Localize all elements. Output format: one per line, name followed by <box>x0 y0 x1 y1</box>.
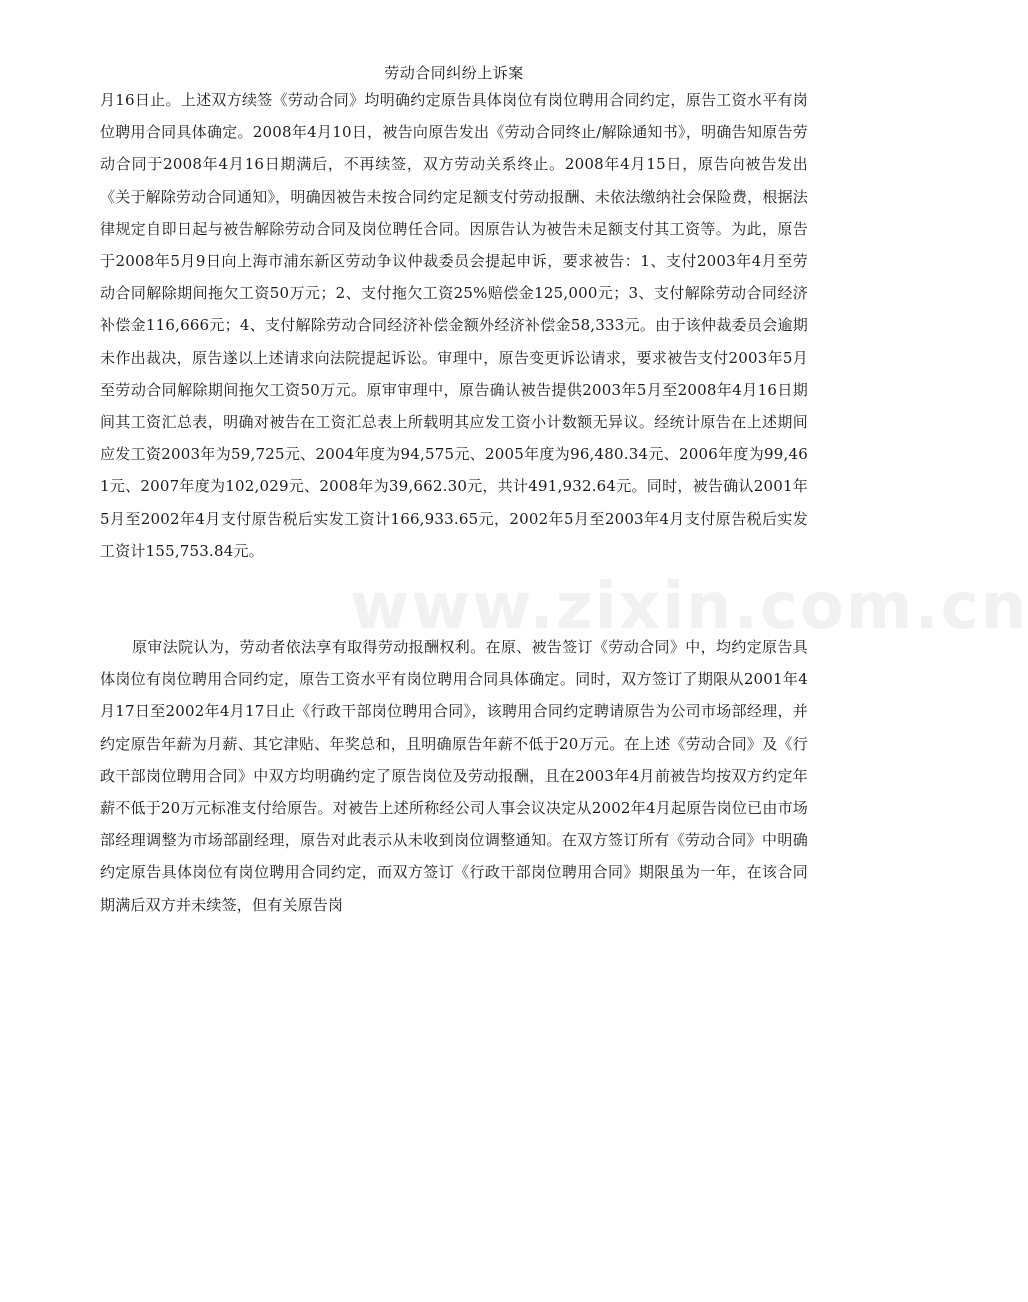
watermark: www.zixin.com.cn <box>350 570 1028 644</box>
paragraph-1: 月16日止。上述双方续签《劳动合同》均明确约定原告具体岗位有岗位聘用合同约定，原告工资水平有岗位聘用合同具体确定。2008年4月10日，被告向原告发出《劳动合同终止/解除通知书》，明确告知原告劳动合同于2008年4月16日期满后，不再续签，双方劳动关系终止。2008年4月15日，原告向被告发出《关于解除劳动合同通知》，明确因被告未按合同约定足额支付劳动报酬、未依法缴纳社会保险费，根据法律规定自即日起与被告解除劳动合同及岗位聘任合同。因原告认为被告未足额支付其工资等。为此，原告于2008年5月9日向上海市浦东新区劳动争议仲裁委员会提起申诉，要求被告：1、支付2003年4月至劳动合同解除期间拖欠工资50万元；2、支付拖欠工资25%赔偿金125,000元；3、支付解除劳动合同经济补偿金116,666元；4、支付解除劳动合同经济补偿金额外经济补偿金58,333元。由于该仲裁委员会逾期未作出裁决，原告遂以上述请求向法院提起诉讼。审理中，原告变更诉讼请求，要求被告支付2003年5月至劳动合同解除期间拖欠工资50万元。原审审理中，原告确认被告提供2003年5月至2008年4月16日期间其工资汇总表，明确对被告在工资汇总表上所载明其应发工资小计数额无异议。经统计原告在上述期间应发工资2003年为59,725元、2004年度为94,575元、2005年度为96,480.34元、2006年度为99,461元、2007年度为102,029元、2008年为39,662.30元，共计491,932.64元。同时，被告确认2001年5月至2002年4月支付原告税后实发工资计166,933.65元，2002年5月至2003年4月支付原告税后实发工资计155,753.84元。 <box>100 91 808 560</box>
document-page <box>100 62 808 921</box>
document-title: 劳动合同纠纷上诉案 <box>384 64 524 82</box>
paragraph-gap <box>100 567 808 631</box>
paragraph-2: 原审法院认为，劳动者依法享有取得劳动报酬权利。在原、被告签订《劳动合同》中，均约定原告具体岗位有岗位聘用合同约定，原告工资水平有岗位聘用合同具体确定。同时，双方签订了期限从2001年4月17日至2002年4月17日止《行政干部岗位聘用合同》，该聘用合同约定聘请原告为公司市场部经理，并约定原告年薪为月薪、其它津贴、年奖总和，且明确原告年薪不低于20万元。在上述《劳动合同》及《行政干部岗位聘用合同》中双方均明确约定了原告岗位及劳动报酬，且在2003年4月前被告均按双方约定年薪不低于20万元标准支付给原告。对被告上述所称经公司人事会议决定从2002年4月起原告岗位已由市场部经理调整为市场部副经理，原告对此表示从未收到岗位调整通知。在双方签订所有《劳动合同》中明确约定原告具体岗位有岗位聘用合同约定，而双方签订《行政干部岗位聘用合同》期限虽为一年，在该合同期满后双方并未续签，但有关原告岗 <box>100 638 808 914</box>
